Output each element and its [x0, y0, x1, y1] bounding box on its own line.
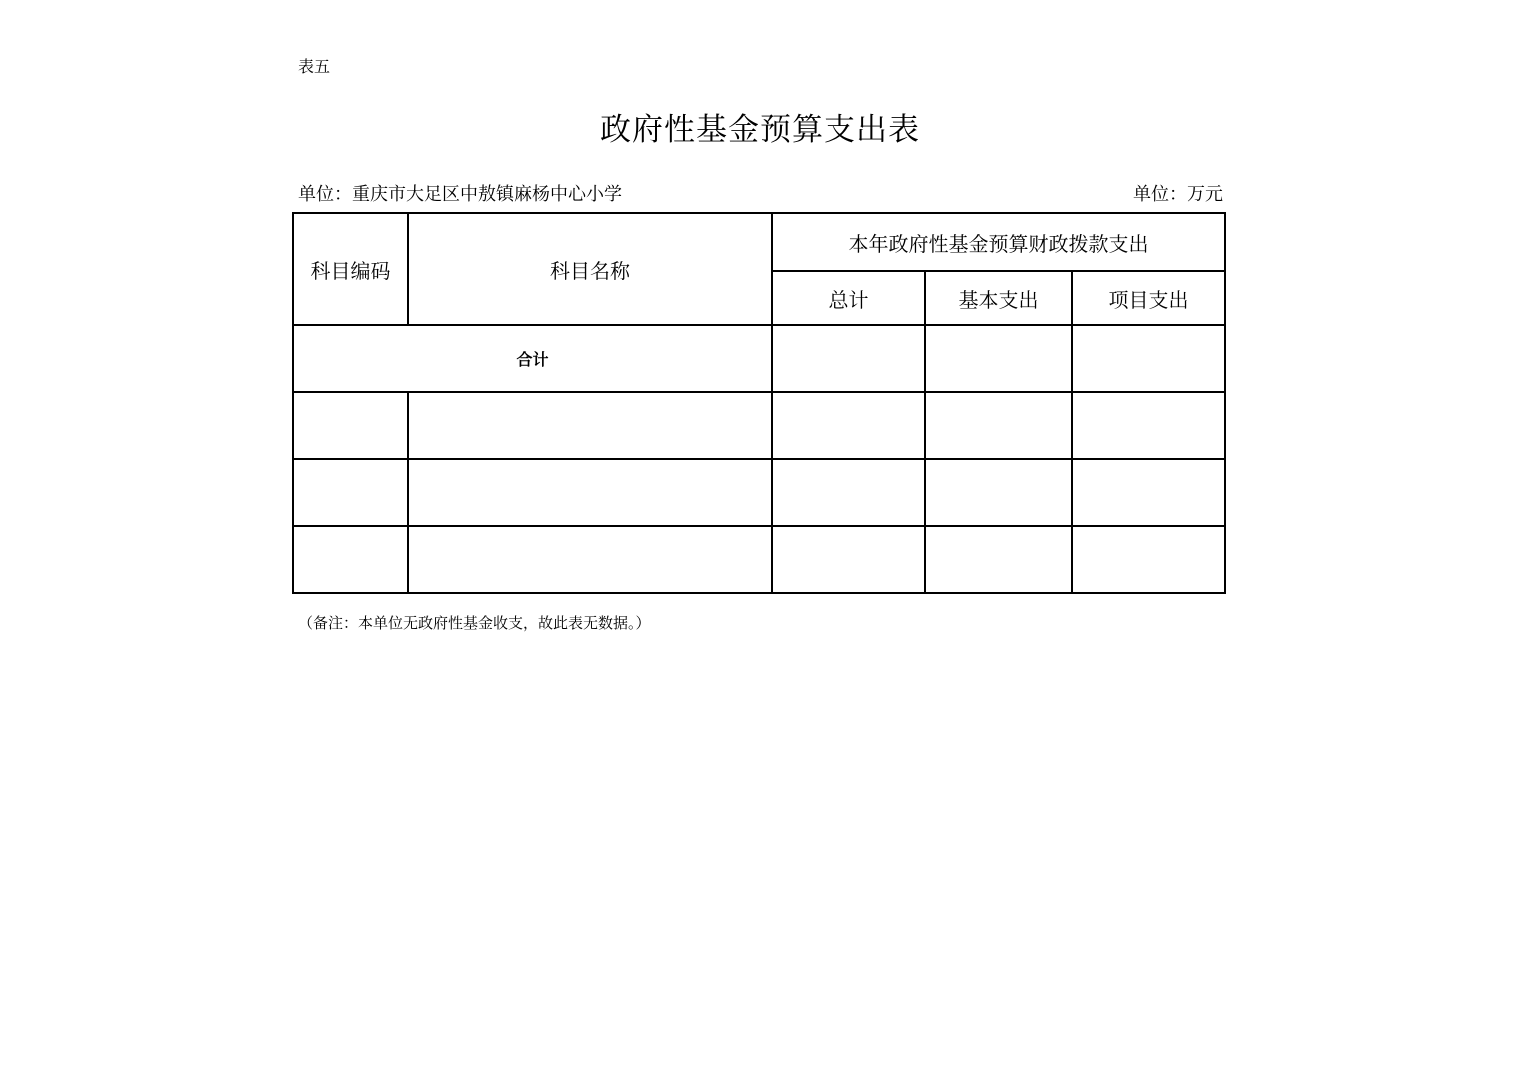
table-row	[293, 392, 1225, 459]
row-total	[772, 526, 925, 593]
table-row	[293, 526, 1225, 593]
row-basic	[925, 392, 1072, 459]
header-subject-name: 科目名称	[408, 213, 772, 325]
row-subject-name	[408, 459, 772, 526]
row-project	[1072, 526, 1225, 593]
total-row-project	[1072, 325, 1225, 392]
row-subject-name	[408, 392, 772, 459]
header-total: 总计	[772, 271, 925, 325]
organization-unit: 单位：重庆市大足区中敖镇麻杨中心小学	[298, 184, 622, 205]
header-project-expenditure: 项目支出	[1072, 271, 1225, 325]
row-project	[1072, 392, 1225, 459]
row-subject-code	[293, 392, 408, 459]
header-row-1	[293, 213, 1225, 271]
row-subject-code	[293, 526, 408, 593]
row-subject-code	[293, 459, 408, 526]
header-expenditure-group: 本年政府性基金预算财政拨款支出	[772, 213, 1225, 271]
footnote-remark: （备注：本单位无政府性基金收支，故此表无数据。）	[298, 614, 651, 632]
row-total	[772, 459, 925, 526]
unit-info-row	[298, 183, 1223, 207]
total-row-total	[772, 325, 925, 392]
total-row	[293, 325, 1225, 392]
row-total	[772, 392, 925, 459]
total-row-label: 合计	[293, 325, 772, 392]
table-row	[293, 459, 1225, 526]
currency-unit: 单位：万元	[1133, 184, 1223, 205]
budget-table	[292, 212, 1226, 594]
header-basic-expenditure: 基本支出	[925, 271, 1072, 325]
document-title: 政府性基金预算支出表	[600, 112, 920, 148]
row-basic	[925, 526, 1072, 593]
row-project	[1072, 459, 1225, 526]
row-subject-name	[408, 526, 772, 593]
total-row-basic	[925, 325, 1072, 392]
row-basic	[925, 459, 1072, 526]
header-subject-code: 科目编码	[293, 213, 408, 325]
table-number-label: 表五	[298, 57, 331, 76]
